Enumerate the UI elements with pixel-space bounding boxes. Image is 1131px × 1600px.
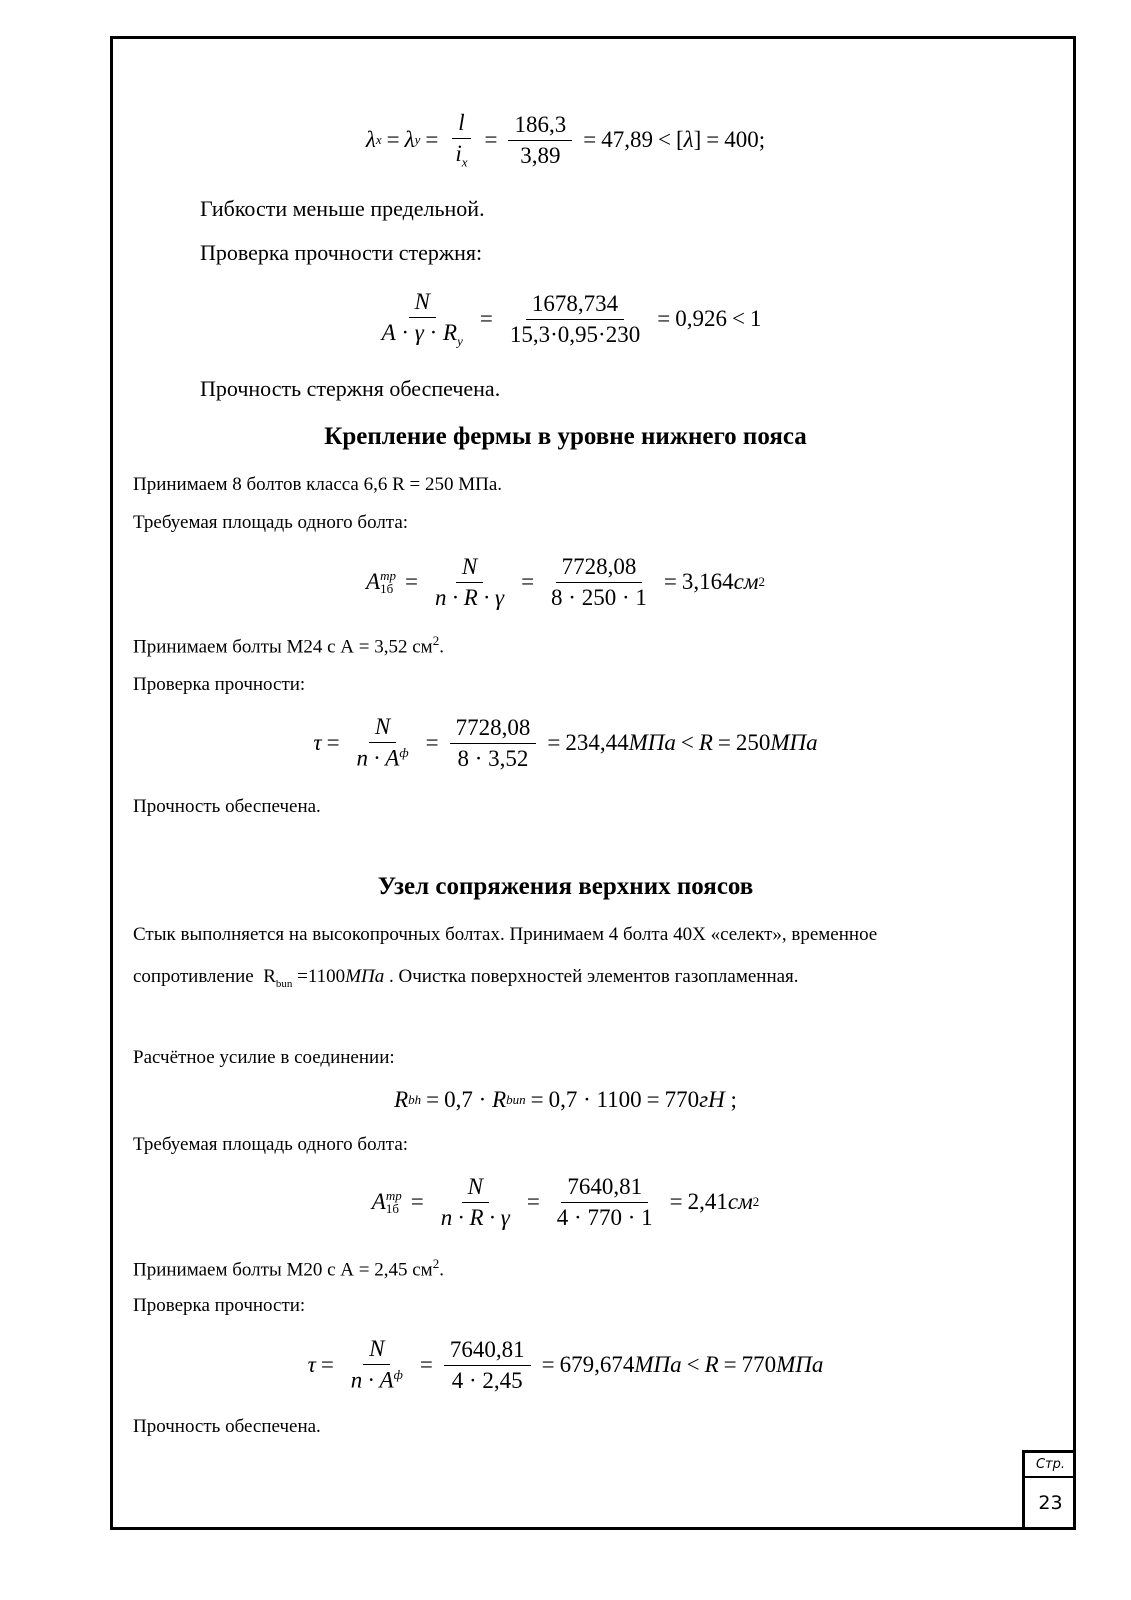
page-number: 23 bbox=[1038, 1492, 1063, 1514]
paragraph: Требуемая площадь одного болта: bbox=[133, 1134, 409, 1155]
slenderness-note: Гибкости меньше предельной. bbox=[200, 196, 485, 221]
slenderness-equation: λ x = λ y = $\frac{l}{i_x}$ = $\frac{186,3}{3,89}$ = 47,89 < [ λ ] = 400 ; bbox=[365, 109, 766, 170]
shear-stress-equation: τ = $\frac{N}{n \cdot A^ф}$ = $\frac{7640,81}{4 \cdot 2,45}$ = 679,674 МПа < R = 770 МПа bbox=[307, 1336, 824, 1393]
paragraph: Прочность обеспечена. bbox=[133, 796, 321, 817]
page-label: Стр. bbox=[1025, 1453, 1076, 1478]
paragraph: Требуемая площадь одного болта: bbox=[133, 512, 409, 533]
bolt-area-equation: A тр 1б = $\frac{N}{n \cdot R \cdot \gamma}$ = $\frac{7640,81}{4 \cdot 770 \cdot 1}$ = 2,41 см 2 bbox=[371, 1173, 760, 1230]
bolt-area-equation: A тр 1б = $\frac{N}{n \cdot R \cdot \gamma}$ = $\frac{7728,08}{8 \cdot 250 \cdot 1}$ = 3,164 см 2 bbox=[366, 553, 765, 610]
paragraph: Принимаем 8 болтов класса 6,6 R = 250 МПа. bbox=[133, 474, 503, 495]
shear-stress-equation: τ = $\frac{N}{n \cdot A^ф}$ = $\frac{7728,08}{8 \cdot 3,52}$ = 234,44 МПа < R = 250 МПа bbox=[313, 714, 818, 771]
design-force-equation: R bh = 0,7 · R bun = 0,7 · 1100 = 770 гН ; bbox=[394, 1087, 737, 1112]
paragraph: Проверка прочности: bbox=[133, 674, 306, 695]
section-title-upper-chord-joint: Узел сопряжения верхних поясов bbox=[377, 873, 754, 900]
paragraph: Прочность обеспечена. bbox=[133, 1416, 321, 1437]
paragraph: сопротивление $R_{bun} =1100МПа$ . Очистка поверхностей элементов газопламенная. bbox=[133, 966, 799, 990]
paragraph: Проверка прочности: bbox=[133, 1295, 306, 1316]
paragraph: Расчётное усилие в соединении: bbox=[133, 1047, 395, 1068]
strength-note: Прочность стержня обеспечена. bbox=[200, 376, 501, 401]
page-number-stamp bbox=[1022, 1450, 1076, 1530]
strength-equation: $\frac{N}{A \cdot \gamma \cdot R_y}$ = $\frac{1678,734}{15,3\cdot 0,95\cdot 230}$ = 0,926 < 1 bbox=[381, 288, 762, 349]
paragraph: Принимаем болты М20 с А = 2,45 $см^2$. bbox=[133, 1256, 444, 1281]
section-title-truss-fastening: Крепление фермы в уровне нижнего пояса bbox=[324, 423, 807, 450]
paragraph: Принимаем болты М24 с А = 3,52 $см^2$. bbox=[133, 633, 444, 658]
paragraph: Стык выполняется на высокопрочных болтах. Принимаем 4 болта 40Х «селект», временное bbox=[133, 924, 878, 945]
strength-check-heading: Проверка прочности стержня: bbox=[200, 240, 483, 265]
